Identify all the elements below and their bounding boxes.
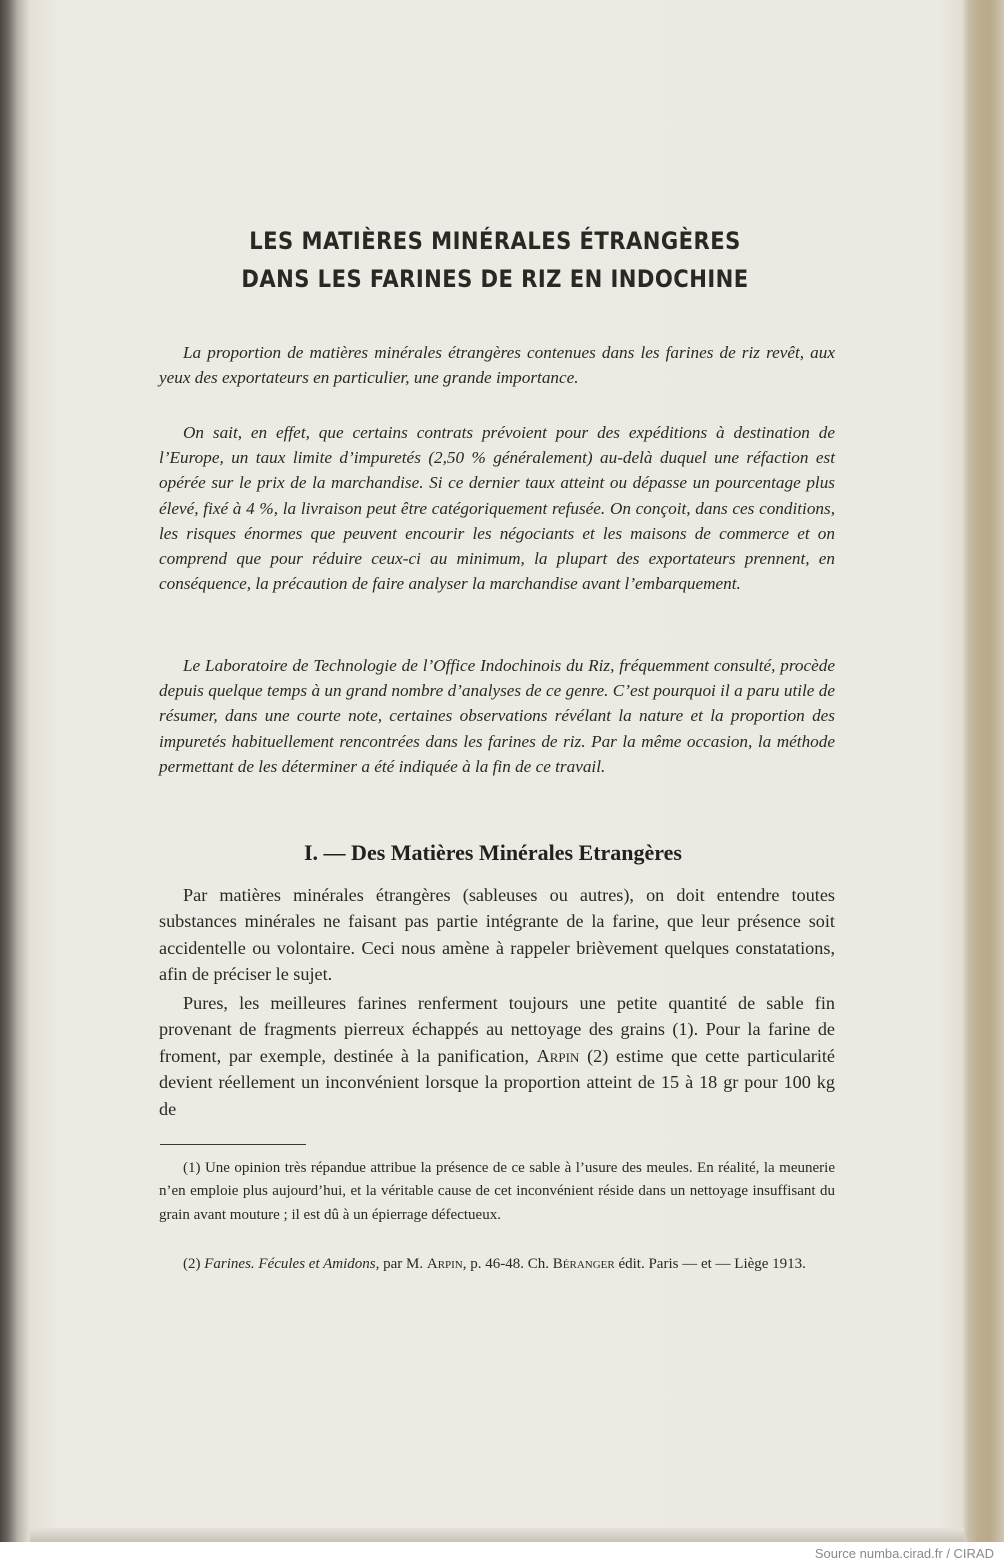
para-text-before-author: Pures, les meilleures farines renferment toujours une petite quantité de sable fin provenant de fragments pierreux échappés au nettoyage des grains (1). Pour la farine de froment, par exemple, destinée à la panification, (159, 993, 835, 1066)
section-paragraph-2 (159, 990, 835, 1122)
book-title: Farines. Fécules et Amidons, (204, 1256, 380, 1272)
title-line-2: DANS LES FARINES DE RIZ EN INDOCHINE (241, 265, 749, 293)
intro-paragraph-1: La proportion de matières minérales étrangères contenues dans les farines de riz revêt, aux yeux des exportateurs en particulier, une grande importance. (159, 343, 835, 388)
title-line-1: LES MATIÈRES MINÉRALES ÉTRANGÈRES (249, 227, 741, 255)
footnote-2 (159, 1253, 835, 1276)
footnote-publisher: Béranger (552, 1256, 615, 1272)
footnote-number: (2) (183, 1256, 201, 1272)
footnote-1: (1) Une opinion très répandue attribue la présence de ce sable à l’usure des meules. En réalité, la meunerie n’en emploie plus aujourd’hui, et la véritable cause de cet inconvénient réside dans un nettoyage insuffisant du grain avant mouture ; il est dû à un épierrage défectueux. (159, 1160, 835, 1223)
footnote-rest: édit. Paris — et — Liège 1913. (618, 1256, 806, 1272)
footnote-divider (160, 1144, 306, 1145)
footnote-pages: p. 46-48. Ch. (470, 1256, 550, 1272)
section-paragraph-1: Par matières minérales étrangères (sableuses ou autres), on doit entendre toutes substances minérales ne faisant pas partie intégrante de la farine, que leur présence soit accidentelle ou volontaire. Ceci nous amène à rappeler brièvement quelques constatations, afin de préciser le sujet. (159, 885, 835, 985)
intro-paragraph-3: Le Laboratoire de Technologie de l’Office Indochinois du Riz, fréquemment consulté, procède depuis quelque temps à un grand nombre d’analyses de ce genre. C’est pourquoi il a paru utile de résumer, dans une courte note, certaines observations révélant la nature et la proportion des impuretés habituellement rencontrées dans les farines de riz. Par la même occasion, la méthode permettant de les déterminer a été indiquée à la fin de ce travail. (159, 656, 835, 776)
footnote-author: Arpin, (426, 1256, 467, 1272)
para-text-after-author: (2) estime que cette particularité devient réellement un inconvénient lorsque la proportion atteint de 15 à 18 gr pour 100 kg de (159, 1045, 836, 1119)
footer-bar (0, 1542, 1004, 1566)
page-bottom-edge (30, 1528, 964, 1542)
source-credit: Source numba.cirad.fr / CIRAD (814, 1546, 994, 1561)
intro-paragraph-2: On sait, en effet, que certains contrats prévoient pour des expéditions à destination de l’Europe, un taux limite d’impuretés (2,50 % généralement) au-delà duquel une réfaction est opérée sur le prix de la marchandise. Si ce dernier taux atteint ou dépasse un pourcentage plus élevé, fixé à 4 %, la livraison peut être catégoriquement refusée. On conçoit, dans ces conditions, les risques énormes que peuvent encourir les négociants et les maisons de commerce et on comprend que pour réduire ceux-ci au minimum, la plupart des exportateurs prennent, en conséquence, la précaution de faire analyser la marchandise avant l’embarquement. (159, 423, 835, 594)
footnote-by: par M. (383, 1256, 424, 1272)
article-title (59, 222, 930, 298)
section-heading: I. — Des Matières Minérales Etrangères (304, 840, 682, 865)
author-name: Arpin (536, 1045, 580, 1066)
